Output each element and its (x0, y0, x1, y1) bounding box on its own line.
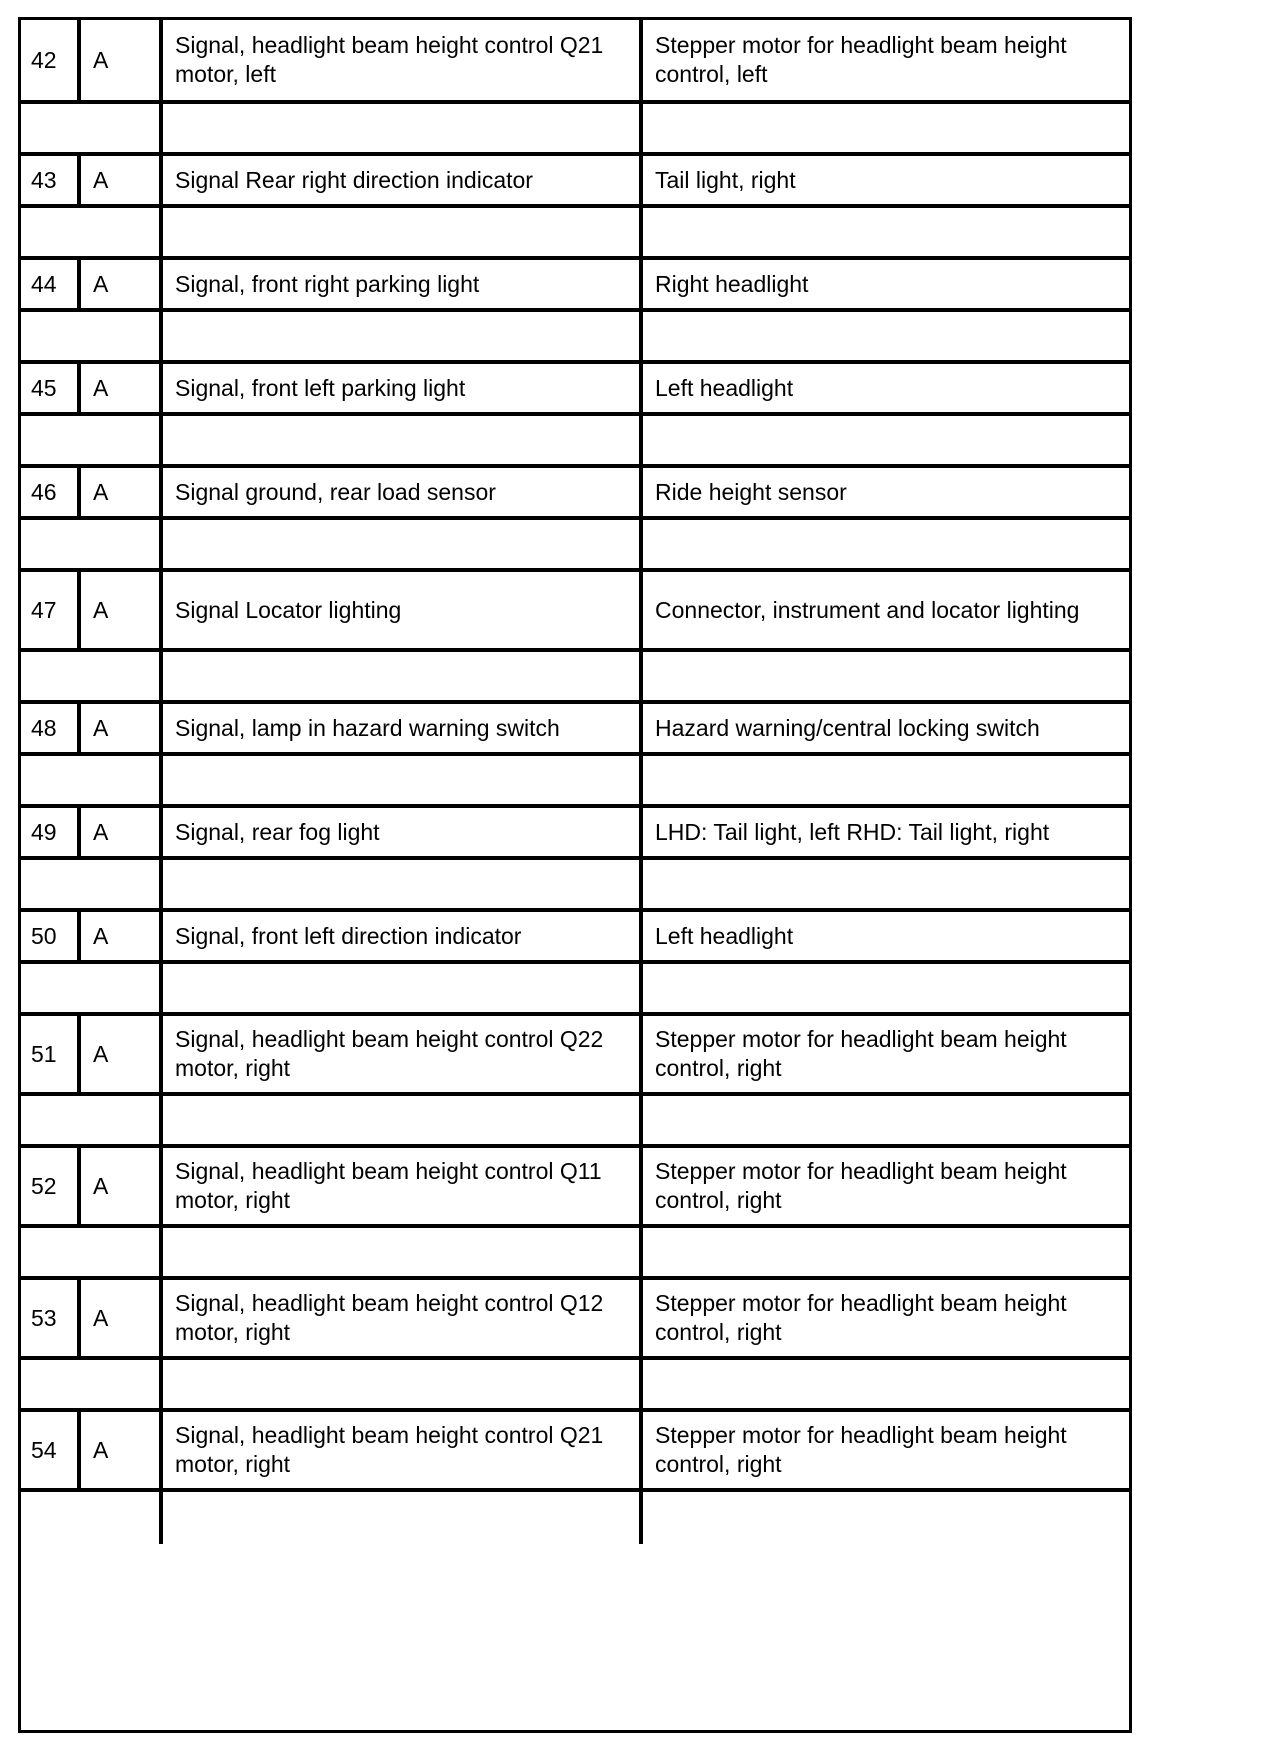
empty-cell (163, 964, 643, 1012)
table-row (21, 1280, 1129, 1360)
description-cell: Signal Locator lighting (163, 572, 643, 648)
table-row (21, 1016, 1129, 1096)
description-cell: Signal, headlight beam height control Q12 motor, right (163, 1280, 643, 1356)
table-row (21, 1412, 1129, 1492)
empty-cell (21, 416, 163, 464)
type-cell: A (81, 808, 163, 856)
empty-cell (643, 1228, 1129, 1276)
table-row (21, 260, 1129, 312)
description-cell: Signal Rear right direction indicator (163, 156, 643, 204)
empty-cell (643, 756, 1129, 804)
spacer-row (21, 416, 1129, 468)
pin-cell: 50 (21, 912, 81, 960)
description-cell: Signal, lamp in hazard warning switch (163, 704, 643, 752)
empty-cell (21, 1360, 163, 1408)
pin-cell: 45 (21, 364, 81, 412)
empty-cell (643, 104, 1129, 152)
spacer-row (21, 964, 1129, 1016)
type-cell: A (81, 572, 163, 648)
table-row (21, 1148, 1129, 1228)
spacer-row (21, 652, 1129, 704)
type-cell: A (81, 468, 163, 516)
description-cell: Signal, headlight beam height control Q11 motor, right (163, 1148, 643, 1224)
component-cell: Left headlight (655, 374, 794, 401)
component-cell: LHD: Tail light, left RHD: Tail light, right (655, 818, 1050, 845)
description-cell: Signal, headlight beam height control Q22 motor, right (163, 1016, 643, 1092)
type-cell: A (81, 364, 163, 412)
empty-cell (163, 652, 643, 700)
spacer-row (21, 312, 1129, 364)
pin-cell: 43 (21, 156, 81, 204)
table-row (21, 20, 1129, 104)
table-row (21, 364, 1129, 416)
empty-cell (21, 1096, 163, 1144)
spacer-row (21, 208, 1129, 260)
empty-cell (163, 312, 643, 360)
component-cell: Stepper motor for headlight beam height control, right (655, 1422, 1067, 1477)
empty-cell (21, 756, 163, 804)
empty-cell (643, 1492, 1129, 1544)
spacer-row (21, 1360, 1129, 1412)
empty-cell (21, 1228, 163, 1276)
spacer-row (21, 1228, 1129, 1280)
pin-cell: 42 (21, 20, 81, 100)
table-row (21, 468, 1129, 520)
pin-cell: 49 (21, 808, 81, 856)
description-cell: Signal ground, rear load sensor (163, 468, 643, 516)
empty-cell (163, 756, 643, 804)
empty-cell (643, 416, 1129, 464)
type-cell: A (81, 1412, 163, 1488)
component-cell: Stepper motor for headlight beam height control, right (655, 1026, 1067, 1081)
description-cell: Signal, headlight beam height control Q21 motor, right (163, 1412, 643, 1488)
description-cell: Signal, front left direction indicator (163, 912, 643, 960)
component-cell: Left headlight (655, 922, 794, 949)
type-cell: A (81, 704, 163, 752)
empty-cell (643, 520, 1129, 568)
empty-cell (21, 652, 163, 700)
type-cell: A (81, 912, 163, 960)
spacer-row (21, 520, 1129, 572)
empty-cell (21, 312, 163, 360)
empty-cell (163, 208, 643, 256)
empty-cell (163, 1492, 643, 1544)
component-cell: Ride height sensor (655, 478, 847, 505)
table-row (21, 704, 1129, 756)
spacer-row (21, 104, 1129, 156)
component-cell: Stepper motor for headlight beam height control, right (655, 1158, 1067, 1213)
component-cell: Hazard warning/central locking switch (655, 714, 1040, 741)
spacer-row (21, 756, 1129, 808)
component-cell: Stepper motor for headlight beam height control, right (655, 1290, 1067, 1345)
type-cell: A (81, 156, 163, 204)
type-cell: A (81, 1280, 163, 1356)
spacer-row (21, 860, 1129, 912)
table-row (21, 156, 1129, 208)
table-row (21, 808, 1129, 860)
empty-cell (21, 104, 163, 152)
empty-cell (643, 860, 1129, 908)
component-cell: Connector, instrument and locator lighting (655, 596, 1080, 623)
empty-cell (163, 1096, 643, 1144)
empty-cell (643, 652, 1129, 700)
component-cell: Right headlight (655, 270, 809, 297)
description-cell: Signal, headlight beam height control Q21 motor, left (163, 20, 643, 100)
empty-cell (21, 860, 163, 908)
empty-cell (163, 1360, 643, 1408)
type-cell: A (81, 1148, 163, 1224)
empty-cell (163, 104, 643, 152)
empty-cell (163, 1228, 643, 1276)
table-row (21, 572, 1129, 652)
pin-cell: 54 (21, 1412, 81, 1488)
spacer-row (21, 1096, 1129, 1148)
empty-cell (21, 208, 163, 256)
pin-cell: 52 (21, 1148, 81, 1224)
empty-cell (21, 1492, 163, 1544)
empty-cell (643, 312, 1129, 360)
table-row (21, 912, 1129, 964)
empty-cell (643, 964, 1129, 1012)
pin-cell: 44 (21, 260, 81, 308)
empty-cell (643, 1096, 1129, 1144)
type-cell: A (81, 20, 163, 100)
empty-cell (643, 1360, 1129, 1408)
description-cell: Signal, front left parking light (163, 364, 643, 412)
type-cell: A (81, 1016, 163, 1092)
pin-cell: 53 (21, 1280, 81, 1356)
component-cell: Tail light, right (655, 166, 796, 193)
spacer-row (21, 1492, 1129, 1544)
description-cell: Signal, rear fog light (163, 808, 643, 856)
component-cell: Stepper motor for headlight beam height control, left (655, 32, 1067, 87)
pin-cell: 48 (21, 704, 81, 752)
empty-cell (21, 520, 163, 568)
pin-cell: 46 (21, 468, 81, 516)
empty-cell (163, 860, 643, 908)
description-cell: Signal, front right parking light (163, 260, 643, 308)
empty-cell (643, 208, 1129, 256)
type-cell: A (81, 260, 163, 308)
pin-table (18, 17, 1132, 1733)
empty-cell (21, 964, 163, 1012)
empty-cell (163, 520, 643, 568)
pin-cell: 47 (21, 572, 81, 648)
pin-cell: 51 (21, 1016, 81, 1092)
empty-cell (163, 416, 643, 464)
